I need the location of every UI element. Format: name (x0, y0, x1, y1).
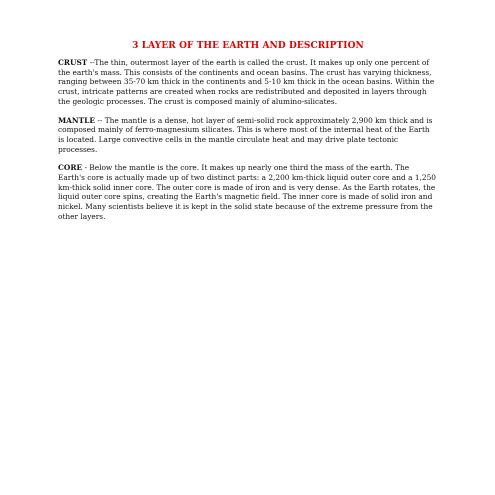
section-mantle (58, 116, 438, 155)
section-term: CORE (58, 163, 83, 173)
section-text: --The thin, outermost layer of the earth is called the crust. It makes up only one percent of the earth's mass. This consists of the continents and ocean basins. The crust has varying thickness, ranging between 35-70 km thick in the continents and 5-10 km thick in the ocean basins. Within the crust, intricate patterns are created when rocks are redistributed and deposited in layers through the geologic processes. The crust is composed mainly of alumino-silicates. (58, 58, 435, 106)
section-crust (58, 58, 438, 107)
document-title: 3 LAYER OF THE EARTH AND DESCRIPTION (132, 41, 364, 51)
section-core (58, 163, 438, 221)
section-text: -- The mantle is a dense, hot layer of semi-solid rock approximately 2,900 km thick and is composed mainly of ferro-magnesium silicates. This is where most of the internal heat of the Earth is located. Large convective cells in the mantle circulate heat and may drive plate tectonic processes. (58, 115, 433, 154)
section-text: - Below the mantle is the core. It makes up nearly one third the mass of the earth. The Earth's core is actually made up of two distinct parts: a 2,200 km-thick liquid outer core and a 1,250 km-thick solid inner core. The outer core is made of iron and is very dense. As the Earth rotates, the liquid outer core spins, creating the Earth's magnetic field. The inner core is made of solid iron and nickel. Many scientists believe it is kept in the solid state because of the extreme pressure from the other layers. (58, 163, 436, 221)
section-term: CRUST (58, 58, 88, 67)
section-term: MANTLE (58, 115, 96, 125)
document-page (58, 40, 438, 231)
